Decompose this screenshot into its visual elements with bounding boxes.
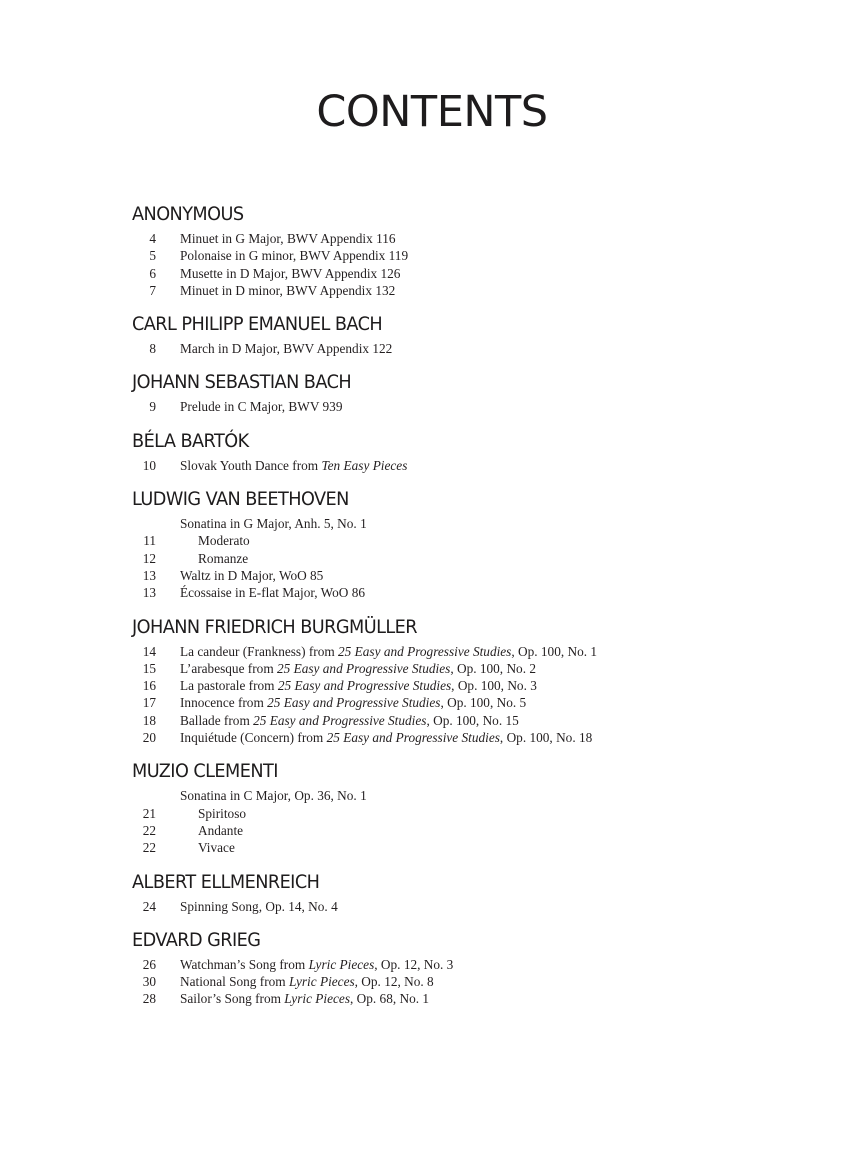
section-js-bach [132,370,832,415]
toc-entry[interactable] [132,898,832,915]
toc-work-heading [132,515,832,532]
collection-title: Lyric Pieces [288,974,355,990]
movement-title: Andante [198,822,244,838]
collection-title: Lyric Pieces [308,956,375,972]
toc-entry[interactable] [132,677,832,694]
collection-title: 25 Easy and Progressive Studies [326,730,500,746]
page-number: 22 [142,822,156,838]
composer-heading: LUDWIG VAN BEETHOVEN [132,488,349,511]
piece-title: Waltz in D Major, WoO 85 [180,567,324,583]
piece-title: Prelude in C Major, BWV 939 [180,399,343,415]
toc-entry[interactable] [132,230,832,247]
page-number: 24 [142,898,156,914]
toc-entry[interactable] [132,247,832,264]
composer-heading: MUZIO CLEMENTI [132,760,278,783]
toc-entry[interactable] [132,956,832,973]
piece-title: Minuet in G Major, BWV Appendix 116 [180,231,396,246]
section-burgmuller [132,615,832,747]
toc-entry[interactable] [132,729,832,746]
page-number: 18 [142,712,156,728]
piece-title: Sonatina in C Major, Op. 36, No. 1 [180,788,367,804]
piece-title: Polonaise in G minor, BWV Appendix 119 [180,248,409,264]
piece-title: Watchman’s Song from Lyric Pieces, Op. 12, No. 3 [180,956,454,972]
page-number: 14 [142,643,156,659]
piece-title: Minuet in D minor, BWV Appendix 132 [180,282,396,298]
page-number: 12 [142,550,156,566]
piece-title: Inquiétude (Concern) from 25 Easy and Progressive Studies, Op. 100, No. 18 [180,730,593,746]
toc-entry[interactable] [132,643,832,660]
page-number: 9 [149,399,156,415]
toc-movement[interactable] [132,805,832,822]
composer-heading: ANONYMOUS [132,203,244,225]
toc-movement[interactable] [132,839,832,856]
piece-title: La candeur (Frankness) from 25 Easy and Progressive Studies, Op. 100, No. 1 [180,643,598,659]
page-number: 13 [142,585,156,601]
movement-title: Spiritoso [198,805,247,821]
piece-title: Sonatina in G Major, Anh. 5, No. 1 [180,516,367,532]
piece-title: Spinning Song, Op. 14, No. 4 [180,898,338,914]
page-number: 28 [142,991,156,1007]
collection-title: 25 Easy and Progressive Studies [338,643,512,659]
movement-title: Romanze [198,550,249,566]
collection-title: Ten Easy Pieces [321,457,408,473]
page-title: CONTENTS [316,87,548,137]
piece-title: Innocence from 25 Easy and Progressive Studies, Op. 100, No. 5 [180,695,527,711]
piece-title: Sailor’s Song from Lyric Pieces, Op. 68, No. 1 [180,991,430,1007]
composer-heading: ALBERT ELLMENREICH [132,870,320,893]
collection-title: 25 Easy and Progressive Studies [276,660,451,676]
movement-title: Moderato [198,533,250,549]
piece-title: Musette in D Major, BWV Appendix 126 [180,265,401,281]
collection-title: 25 Easy and Progressive Studies [253,712,427,728]
page-number: 20 [142,730,156,746]
page-number: 21 [142,805,156,821]
toc-entry[interactable] [132,990,832,1007]
toc-entry[interactable] [132,265,832,282]
section-grieg [132,928,832,1008]
page-number: 7 [149,282,156,298]
page-number: 26 [142,956,156,972]
piece-title: Slovak Youth Dance from Ten Easy Pieces [180,457,408,473]
piece-title: Ballade from 25 Easy and Progressive Studies, Op. 100, No. 15 [180,712,519,728]
section-cpe-bach [132,312,832,357]
piece-title: La pastorale from 25 Easy and Progressive Studies, Op. 100, No. 3 [180,678,537,694]
page-number: 11 [143,533,156,549]
section-beethoven [132,487,832,601]
toc-entry[interactable] [132,584,832,601]
piece-title: L’arabesque from 25 Easy and Progressive Studies, Op. 100, No. 2 [180,660,537,676]
piece-title: March in D Major, BWV Appendix 122 [180,341,393,357]
page-number: 17 [142,695,156,711]
collection-title: 25 Easy and Progressive Studies [277,678,452,694]
page-number: 8 [149,341,156,357]
section-ellmenreich [132,870,832,915]
composer-heading: JOHANN FRIEDRICH BURGMÜLLER [132,615,417,638]
page-number: 6 [149,265,156,281]
composer-heading: EDVARD GRIEG [132,928,261,951]
toc-entry[interactable] [132,567,832,584]
toc-movement[interactable] [132,532,832,549]
composer-heading: CARL PHILIPP EMANUEL BACH [132,313,383,336]
collection-title: Lyric Pieces [284,991,350,1007]
composer-heading: BÉLA BARTÓK [132,429,249,452]
toc-entry[interactable] [132,282,832,299]
page-number: 16 [142,678,156,694]
toc-entry[interactable] [132,457,832,474]
piece-title: Écossaise in E-flat Major, WoO 86 [180,585,366,601]
toc-entry[interactable] [132,660,832,677]
movement-title: Vivace [198,840,235,856]
page-number: 5 [149,248,156,264]
section-anonymous [132,202,832,299]
page-number: 30 [142,974,156,990]
toc-entry[interactable] [132,973,832,990]
section-clementi [132,759,832,856]
toc-entry[interactable] [132,340,832,357]
composer-heading: JOHANN SEBASTIAN BACH [132,371,352,394]
collection-title: 25 Easy and Progressive Studies [267,695,441,711]
page-number: 13 [142,567,156,583]
page-number: 4 [149,231,156,246]
toc-movement[interactable] [132,822,832,839]
page-number: 22 [142,840,156,856]
section-bartok [132,429,832,474]
page-number: 15 [142,660,156,676]
toc-work-heading [132,787,832,804]
toc-entry[interactable] [132,398,832,415]
table-of-contents [132,202,832,1021]
toc-entry[interactable] [132,712,832,729]
piece-title: National Song from Lyric Pieces, Op. 12, No. 8 [180,974,434,990]
page-number: 10 [142,457,156,473]
toc-entry[interactable] [132,694,832,711]
toc-movement[interactable] [132,550,832,567]
